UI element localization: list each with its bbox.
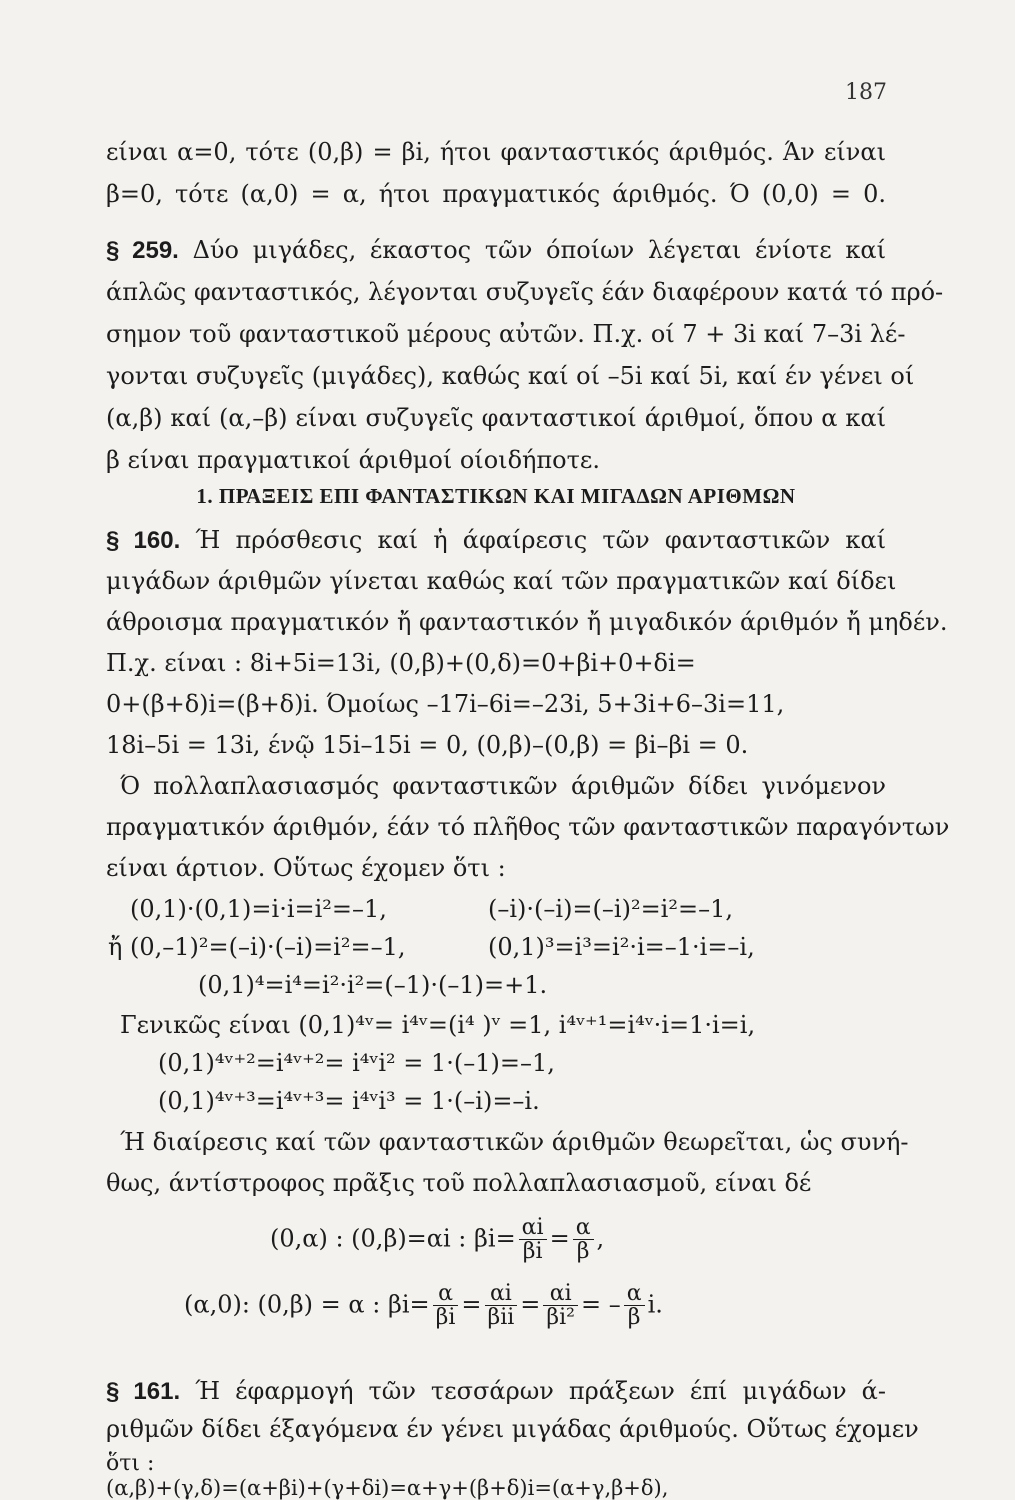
fraction-denominator: β xyxy=(576,1239,590,1265)
fraction-numerator: α xyxy=(433,1282,459,1306)
equation-line: Γενικῶς είναι (0,1)⁴ᵛ= i⁴ᵛ=(i⁴ )ᵛ =1, i⁴ᵛ⁺¹=i⁴ᵛ·i=1·i=i, xyxy=(120,1011,756,1039)
fraction-denominator: βi xyxy=(522,1239,543,1265)
section-160-mark: § 160. xyxy=(106,527,181,554)
page-number: 187 xyxy=(845,80,887,105)
section-161-line: ὅτι : xyxy=(106,1451,155,1476)
fraction xyxy=(519,1216,547,1264)
equals-sign: = xyxy=(461,1290,482,1319)
fraction-numerator: α xyxy=(573,1216,594,1240)
fraction xyxy=(485,1282,518,1330)
section-259-mark: § 259. xyxy=(106,237,179,264)
equals-sign: = xyxy=(520,1290,541,1319)
section-160-line: Π.χ. είναι : 8i+5i=13i, (0,β)+(0,δ)=0+βi+0+δi= xyxy=(106,649,696,677)
section-160-line: Ό πολλαπλασιασμός φανταστικῶν άριθμῶν δίδει γινόμενον xyxy=(120,772,886,800)
equation-lhs: (0,α) : (0,β)=αi : βi= xyxy=(270,1224,516,1253)
equals-sign: = xyxy=(549,1224,570,1253)
section-259-first-line xyxy=(106,238,886,263)
section-259-line: β είναι πραγματικοί άριθμοί οίοιδήποτε. xyxy=(106,446,600,474)
fraction-numerator: αi xyxy=(485,1282,518,1306)
section-160-first-line xyxy=(106,528,886,553)
fraction xyxy=(433,1282,459,1330)
equation-line: (–i)·(–i)=(–i)²=i²=–1, xyxy=(488,895,733,923)
section-160-line: άθροισμα πραγματικόν ἤ φανταστικόν ἤ μιγαδικόν άριθμόν ἤ μηδέν. xyxy=(106,608,948,636)
equation-tail: , xyxy=(596,1224,605,1253)
fraction-denominator: βii xyxy=(487,1305,515,1331)
equation-line: ἤ (0,–1)²=(–i)·(–i)=i²=–1, xyxy=(108,933,406,961)
fraction xyxy=(543,1282,578,1330)
equation-lhs: (α,0): (0,β) = α : βi= xyxy=(184,1290,430,1319)
equation-line: (0,1)·(0,1)=i·i=i²=–1, xyxy=(130,895,387,923)
section-160-line: μιγάδων άριθμῶν γίνεται καθώς καί τῶν πραγματικῶν καί δίδει xyxy=(106,567,897,595)
section-160-line: θως, άντίστροφος πρᾶξις τοῦ πολλαπλασιασμοῦ, είναι δέ xyxy=(106,1169,812,1197)
equation-line: (0,1)³=i³=i²·i=–1·i=–i, xyxy=(488,933,755,961)
section-259-text: Δύο μιγάδες, έκαστος τῶν όποίων λέγεται ένίοτε καί xyxy=(192,236,886,264)
section-160-line: πραγματικόν άριθμόν, έάν τό πλῆθος τῶν φανταστικῶν παραγόντων xyxy=(106,813,950,841)
section-161-mark: § 161. xyxy=(106,1378,181,1405)
section-160-line: είναι άρτιον. Οὕτως έχομεν ὅτι : xyxy=(106,854,506,882)
fraction-denominator: β xyxy=(627,1305,641,1331)
equation-tail: i. xyxy=(647,1290,663,1319)
section-160-text: Ή πρόσθεσις καί ἡ άφαίρεσις τῶν φανταστικῶν καί xyxy=(195,526,886,554)
section-259-line: άπλῶς φανταστικός, λέγονται συζυγεῖς έάν διαφέρουν κατά τό πρό- xyxy=(106,278,944,306)
fraction xyxy=(573,1216,594,1264)
fraction-denominator: βi² xyxy=(546,1305,575,1331)
section-160-line: 0+(β+δ)i=(β+δ)i. Όμοίως –17i–6i=–23i, 5+3i+6–3i=11, xyxy=(106,690,785,718)
section-161-first-line xyxy=(106,1379,886,1404)
section-160-line: Ή διαίρεσις καί τῶν φανταστικῶν άριθμῶν θεωρεῖται, ὡς συνή- xyxy=(120,1128,909,1156)
fraction-equation-2 xyxy=(184,1282,663,1330)
intro-line-1: είναι α=0, τότε (0,β) = βi, ήτοι φανταστικός άριθμός. Άν είναι xyxy=(106,138,886,166)
fraction xyxy=(624,1282,645,1330)
section-161-text: Ή έφαρμογή τῶν τεσσάρων πράξεων έπί μιγάδων ά- xyxy=(195,1377,886,1405)
equation-line: (0,1)⁴=i⁴=i²·i²=(–1)·(–1)=+1. xyxy=(198,971,548,999)
section-259-line: γονται συζυγεῖς (μιγάδες), καθώς καί οί –5i καί 5i, καί έν γένει οί xyxy=(106,362,915,390)
fraction-equation-1 xyxy=(270,1216,604,1264)
equation-line: (0,1)⁴ᵛ⁺²=i⁴ᵛ⁺²= i⁴ᵛi² = 1·(–1)=–1, xyxy=(158,1049,555,1077)
fraction-numerator: αi xyxy=(519,1216,547,1240)
intro-line-2: β=0, τότε (α,0) = α, ήτοι πραγματικός άριθμός. Ό (0,0) = 0. xyxy=(106,180,886,208)
section-161-line: ριθμῶν δίδει έξαγόμενα έν γένει μιγάδας άριθμούς. Οὕτως έχομεν xyxy=(106,1415,919,1443)
section-160-line: 18i–5i = 13i, ένῷ 15i–15i = 0, (0,β)–(0,β) = βi–βi = 0. xyxy=(106,731,749,759)
fraction-denominator: βi xyxy=(435,1305,456,1331)
fraction-numerator: α xyxy=(624,1282,645,1306)
equation-line: (α,β)+(γ,δ)=(α+βi)+(γ+δi)=α+γ+(β+δ)i=(α+γ,β+δ), xyxy=(106,1476,669,1500)
equation-line: (0,1)⁴ᵛ⁺³=i⁴ᵛ⁺³= i⁴ᵛi³ = 1·(–i)=–i. xyxy=(158,1087,540,1115)
section-259-line: σημον τοῦ φανταστικοῦ μέρους αὐτῶν. Π.χ. οί 7 + 3i καί 7–3i λέ- xyxy=(106,320,906,348)
section-259-line: (α,β) καί (α,–β) είναι συζυγεῖς φανταστικοί άριθμοί, ὅπου α καί xyxy=(106,404,886,432)
equals-minus-sign: = – xyxy=(580,1290,621,1319)
chapter-heading: 1. ΠΡΑΞΕΙΣ ΕΠΙ ΦΑΝΤΑΣΤΙΚΩΝ ΚΑΙ ΜΙΓΑΔΩΝ ΑΡΙΘΜΩΝ xyxy=(196,484,796,508)
fraction-numerator: αi xyxy=(543,1282,578,1306)
